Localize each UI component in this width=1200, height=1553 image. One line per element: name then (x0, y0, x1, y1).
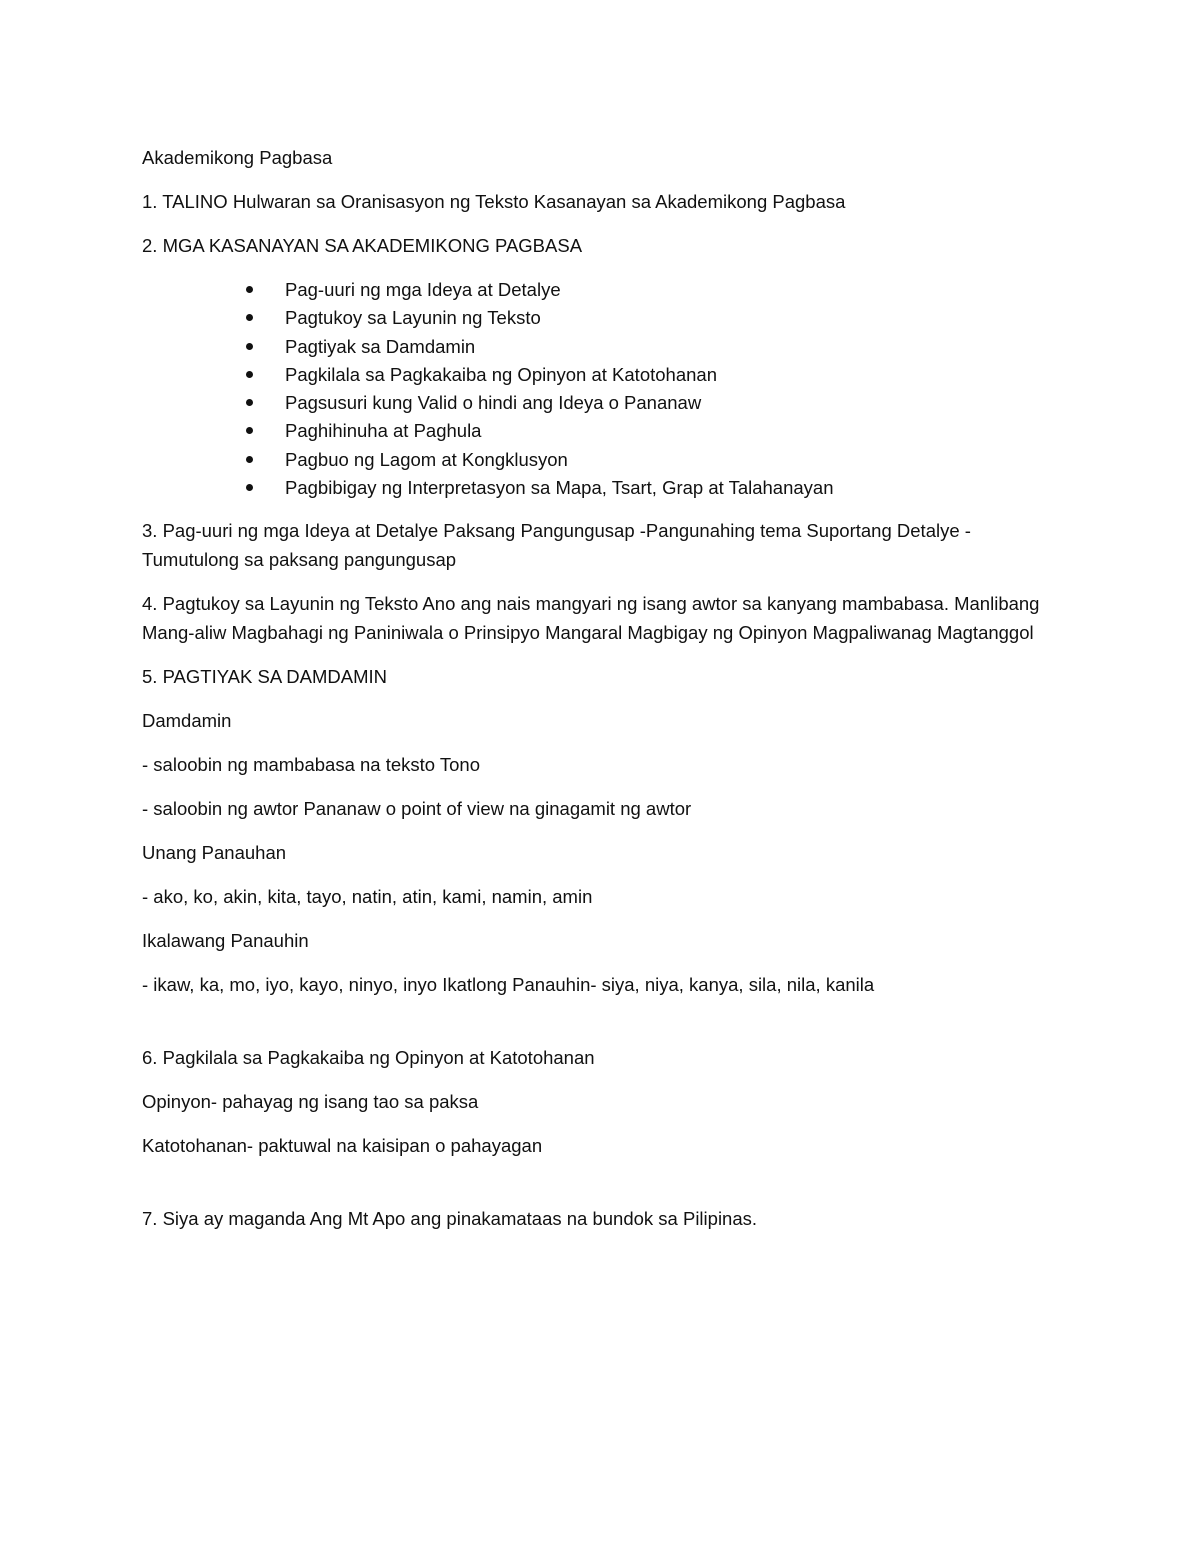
bullet-icon (246, 314, 253, 321)
unang-panauhan-list: - ako, ko, akin, kita, tayo, natin, atin, kami, namin, amin (142, 886, 593, 908)
skills-bullet-list (142, 275, 1042, 501)
bullet-item (142, 445, 1042, 473)
unang-panauhan-label: Unang Panauhan (142, 842, 287, 864)
saloobin-mambabasa: - saloobin ng mambabasa na teksto Tono (142, 754, 481, 776)
bullet-item (142, 303, 1042, 331)
bullet-text: Pagtukoy sa Layunin ng Teksto (285, 307, 541, 329)
section-5-heading: 5. PAGTIYAK SA DAMDAMIN (142, 666, 388, 688)
bullet-text: Pag-uuri ng mga Ideya at Detalye (285, 279, 561, 300)
bullet-icon (246, 343, 253, 350)
blank-line (142, 1175, 1042, 1204)
bullet-icon (246, 427, 253, 434)
bullet-text: Pagsusuri kung Valid o hindi ang Ideya o Pananaw (285, 392, 702, 414)
bullet-text: Pagbuo ng Lagom at Kongklusyon (285, 448, 568, 470)
bullet-text: Pagbibigay ng Interpretasyon sa Mapa, Tsart, Grap at Talahanayan (285, 477, 834, 499)
section-6-heading: 6. Pagkilala sa Pagkakaiba ng Opinyon at Katotohanan (142, 1047, 595, 1069)
opinyon-definition: Opinyon- pahayag ng isang tao sa paksa (142, 1091, 479, 1113)
section-1: 1. TALINO Hulwaran sa Oranisasyon ng Teksto Kasanayan sa Akademikong Pagbasa (142, 191, 846, 212)
bullet-icon (246, 371, 253, 378)
bullet-text: Pagkilala sa Pagkakaiba ng Opinyon at Katotohanan (285, 363, 717, 385)
bullet-icon (246, 484, 253, 491)
katotohanan-definition: Katotohanan- paktuwal na kaisipan o pahayagan (142, 1135, 543, 1157)
section-7: 7. Siya ay maganda Ang Mt Apo ang pinakamataas na bundok sa Pilipinas. (142, 1208, 758, 1230)
bullet-icon (246, 456, 253, 463)
bullet-text: Pagtiyak sa Damdamin (285, 335, 476, 357)
blank-line (142, 1014, 1042, 1043)
ikalawang-panauhin-list: - ikaw, ka, mo, iyo, kayo, ninyo, inyo Ikatlong Panauhin- siya, niya, kanya, sila, nila, kanila (142, 974, 875, 996)
bullet-icon (246, 399, 253, 406)
bullet-item (142, 332, 1042, 360)
damdamin-label: Damdamin (142, 710, 232, 732)
saloobin-awtor: - saloobin ng awtor Pananaw o point of view na ginagamit ng awtor (142, 798, 692, 820)
document-body (142, 143, 1042, 1248)
document-title: Akademikong Pagbasa (142, 147, 333, 168)
bullet-item (142, 416, 1042, 444)
ikalawang-panauhin-label: Ikalawang Panauhin (142, 930, 309, 952)
bullet-item (142, 275, 1042, 303)
bullet-item (142, 473, 1042, 501)
bullet-icon (246, 286, 253, 293)
section-3: 3. Pag-uuri ng mga Ideya at Detalye Paksang Pangungusap -Pangunahing tema Suportang Detalye - Tumutulong sa paksang pangungusap (142, 520, 971, 571)
bullet-item (142, 388, 1042, 416)
section-2-heading: 2. MGA KASANAYAN SA AKADEMIKONG PAGBASA (142, 235, 583, 256)
bullet-item (142, 360, 1042, 388)
bullet-text: Paghihinuha at Paghula (285, 420, 482, 442)
section-4: 4. Pagtukoy sa Layunin ng Teksto Ano ang nais mangyari ng isang awtor sa kanyang mambabasa. Manlibang Mang-aliw Magbahagi ng Paniniwala o Prinsipyo Mangaral Magbigay ng Opinyon Magpaliwanag Magtanggol (142, 593, 1040, 644)
